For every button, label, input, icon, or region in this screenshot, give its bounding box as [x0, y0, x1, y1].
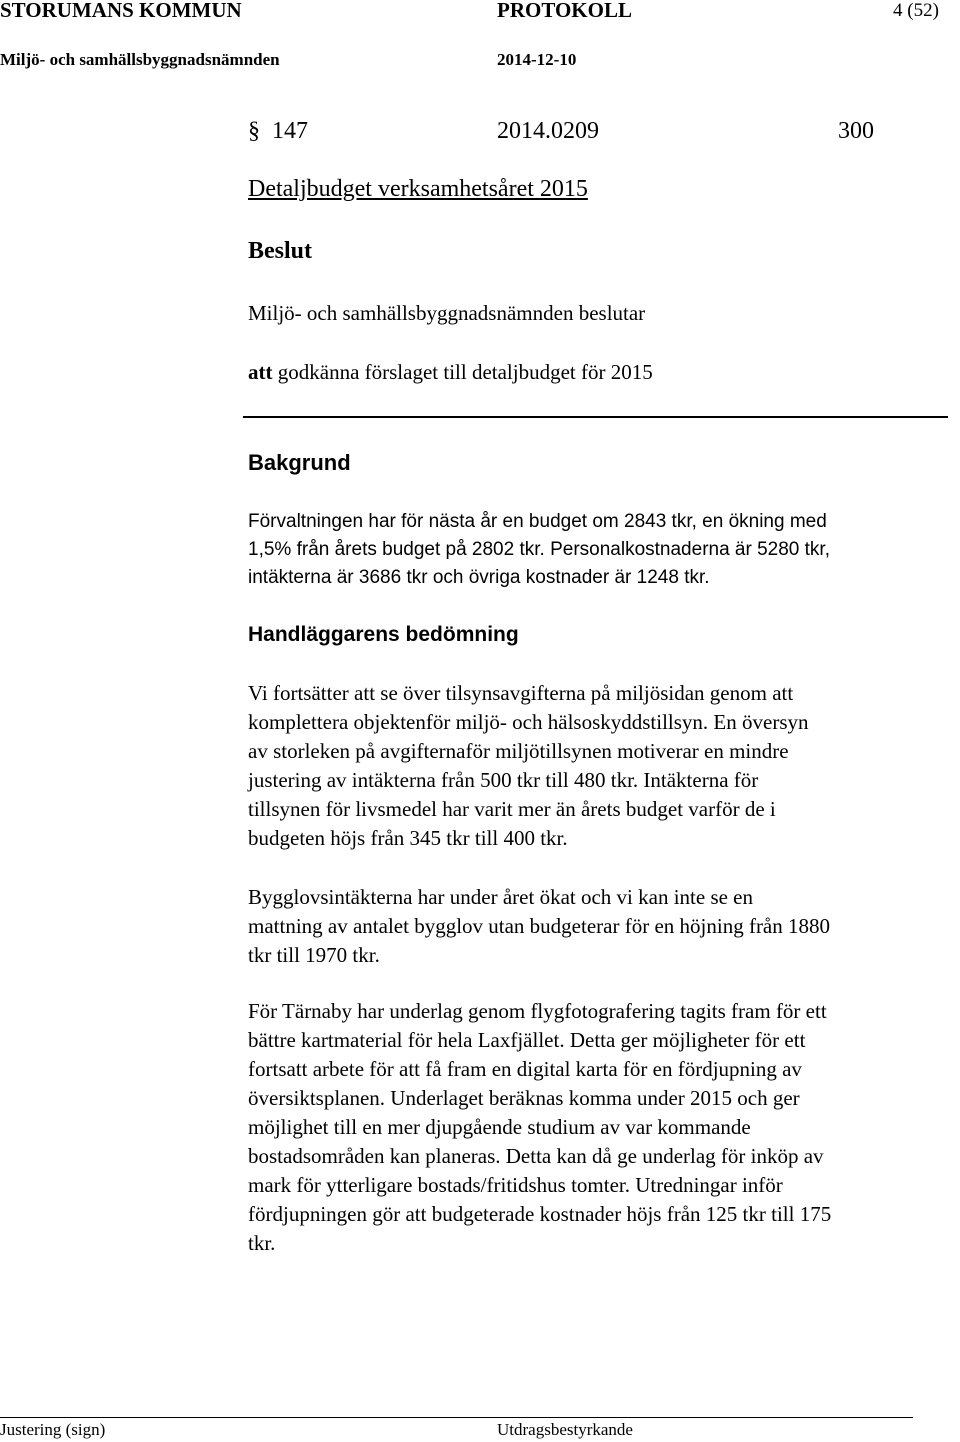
- paragraph-line: tillsynen för livsmedel har varit mer än årets budget varför de i: [248, 797, 776, 821]
- paragraph-line: budgeten höjs från 345 tkr till 400 tkr.: [248, 826, 568, 850]
- decision-att-clause: [248, 360, 653, 385]
- meeting-date: 2014-12-10: [497, 50, 577, 69]
- paragraph-line: bättre kartmaterial för hela Laxfjället. Detta ger möjligheter för ett: [248, 1028, 806, 1052]
- paragraph-line: Vi fortsätter att se över tilsynsavgifterna på miljösidan genom att: [248, 681, 794, 705]
- background-text: [248, 508, 938, 592]
- case-code: 300: [838, 118, 874, 144]
- paragraph-line: tkr till 1970 tkr.: [248, 943, 380, 967]
- footer-justering: Justering (sign): [0, 1420, 106, 1439]
- footer-certification: Utdragsbestyrkande: [497, 1420, 633, 1439]
- section-title: Detaljbudget verksamhetsåret 2015: [248, 176, 588, 202]
- paragraph-line: tkr.: [248, 1231, 276, 1255]
- committee-name: Miljö- och samhällsbyggnadsnämnden: [0, 50, 280, 69]
- paragraph-line: fördjupningen gör att budgeterade kostnader höjs från 125 tkr till 175: [248, 1202, 832, 1226]
- section-number: 147: [272, 118, 308, 144]
- background-line: 1,5% från årets budget på 2802 tkr. Personalkostnaderna är 5280 tkr,: [248, 539, 830, 560]
- paragraph-line: möjlighet till en mer djupgående studium av var kommande: [248, 1115, 751, 1139]
- footer-rule: [0, 1417, 913, 1418]
- att-word: att: [248, 360, 273, 384]
- paragraph-line: justering av intäkterna från 500 tkr till 480 tkr. Intäkterna för: [248, 768, 759, 792]
- background-line: Förvaltningen har för nästa år en budget om 2843 tkr, en ökning med: [248, 511, 827, 532]
- background-line: intäkterna är 3686 tkr och övriga kostnader är 1248 tkr.: [248, 567, 710, 588]
- document-type: PROTOKOLL: [497, 0, 632, 22]
- case-number: 2014.0209: [497, 118, 599, 144]
- paragraph-line: fortsatt arbete för att få fram en digital karta för en fördjupning av: [248, 1057, 802, 1081]
- paragraph-line: mark för ytterligare bostads/fritidshus tomter. Utredningar inför: [248, 1173, 783, 1197]
- page-number: 4 (52): [893, 0, 939, 21]
- background-heading: Bakgrund: [248, 450, 351, 475]
- org-name: STORUMANS KOMMUN: [0, 0, 242, 22]
- paragraph-symbol: §: [248, 118, 260, 144]
- section-divider: [243, 416, 948, 418]
- section-number-line: [248, 118, 308, 145]
- decision-intro: Miljö- och samhällsbyggnadsnämnden beslutar: [248, 301, 646, 325]
- paragraph-line: av storleken på avgifternaför miljötillsynen motiverar en mindre: [248, 739, 789, 763]
- paragraph-line: Bygglovsintäkterna har under året ökat och vi kan inte se en: [248, 885, 754, 909]
- paragraph-line: För Tärnaby har underlag genom flygfotografering tagits fram för ett: [248, 999, 827, 1023]
- assessment-heading: Handläggarens bedömning: [248, 623, 519, 646]
- assessment-paragraph-2: [248, 883, 938, 970]
- paragraph-line: översiktsplanen. Underlaget beräknas komma under 2015 och ger: [248, 1086, 800, 1110]
- assessment-paragraph-3: [248, 997, 938, 1258]
- assessment-paragraph-1: [248, 679, 938, 853]
- att-text: godkänna förslaget till detaljbudget för 2015: [277, 360, 653, 384]
- decision-heading: Beslut: [248, 238, 313, 264]
- paragraph-line: mattning av antalet bygglov utan budgeterar för en höjning från 1880: [248, 914, 831, 938]
- paragraph-line: bostadsområden kan planeras. Detta kan då ge underlag för inköp av: [248, 1144, 824, 1168]
- paragraph-line: komplettera objektenför miljö- och hälsoskyddstillsyn. En översyn: [248, 710, 809, 734]
